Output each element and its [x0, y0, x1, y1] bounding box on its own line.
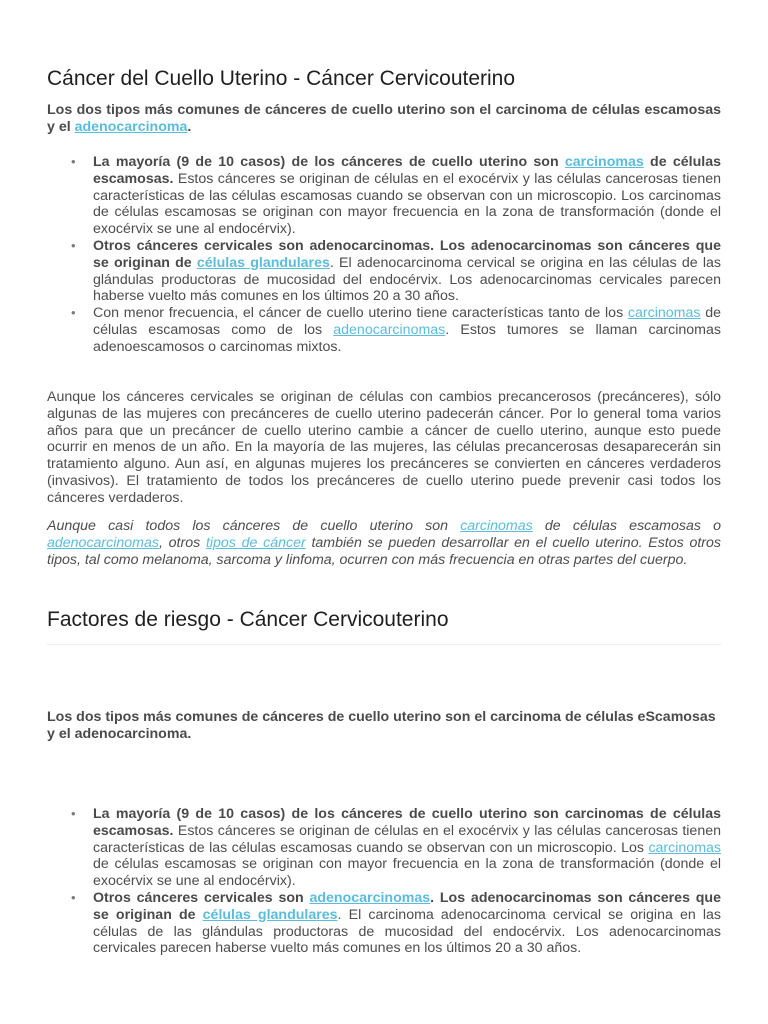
- link-adenocarcinomas[interactable]: adenocarcinomas: [47, 534, 159, 551]
- bullet-bold: de células escamosas.: [93, 154, 721, 187]
- bullet-text: . El carcinoma adenocarcinoma cervical se origina en las células de las glándulas productoras de mucosidad del endocérvix. Los adenocarcinomas cervicales parecen haberse vuelto más comunes en los últimos 20 a 30 años.: [93, 906, 722, 957]
- list-item: [47, 806, 721, 890]
- bullet-text: Estos cánceres se originan de células en el exocérvix y las células cancerosas tienen características de las células escamosas cuando se observan con un microscopio. Los: [93, 822, 721, 856]
- bullet-text: Con menor frecuencia, el cáncer de cuello uterino tiene características tanto de los: [93, 305, 628, 322]
- bullet-icon: •: [71, 237, 76, 253]
- bullet-text: Estos cánceres se originan de células en el exocérvix y las células cancerosas tienen características de las células escamosas cuando se observan con un microscopio. Los carcinomas de células escamosas se originan con mayor frecuencia en la zona de transformación (donde el exocérvix se une al endocérvix).: [93, 170, 721, 238]
- bullet-icon: •: [71, 154, 76, 169]
- bullet-bold: La mayoría (9 de 10 casos) de los cánceres de cuello uterino son carcinomas de células escamosas.: [93, 806, 721, 839]
- note-text: de células escamosas o: [532, 518, 721, 534]
- note-text: , otros: [159, 534, 206, 551]
- link-adenocarcinoma[interactable]: adenocarcinoma: [74, 118, 188, 135]
- bullet-bold: La mayoría (9 de 10 casos) de los cánceres de cuello uterino son: [93, 154, 565, 170]
- list-item: [47, 238, 721, 305]
- link-carcinomas[interactable]: carcinomas: [564, 154, 644, 170]
- section2-intro: Los dos tipos más comunes de cánceres de cuello uterino son el carcinoma de células eScamosas y el adenocarcinoma.: [47, 709, 716, 742]
- section1-italic-note: [47, 518, 721, 568]
- link-carcinomas[interactable]: carcinomas: [627, 305, 701, 322]
- bullet-icon: •: [71, 889, 76, 905]
- note-text: también se pueden desarrollar en el cuello uterino. Estos otros tipos, tal como melanoma, sarcoma y linfoma, ocurren con más frecuencia en otras partes del cuerpo.: [47, 534, 721, 568]
- section-divider: [47, 644, 721, 645]
- link-carcinomas[interactable]: carcinomas: [460, 518, 533, 534]
- link-carcinomas[interactable]: carcinomas: [648, 839, 721, 856]
- intro-text: Los dos tipos más comunes de cánceres de cuello uterino son el carcinoma de células escamosas y el: [47, 102, 721, 135]
- section1-title: Cáncer del Cuello Uterino - Cáncer Cervicouterino: [47, 67, 516, 90]
- link-celulas-glandulares[interactable]: células glandulares: [196, 254, 330, 271]
- bullet-text: . Estos tumores se llaman carcinomas adenoescamosos o carcinomas mixtos.: [93, 321, 721, 355]
- bullet-bold: Otros cánceres cervicales son: [93, 889, 310, 906]
- intro-end: .: [187, 118, 192, 135]
- list-item: [47, 890, 721, 957]
- bullet-text: de células escamosas como de los: [93, 305, 721, 338]
- link-adenocarcinomas[interactable]: adenocarcinomas: [333, 321, 446, 338]
- bullet-icon: •: [71, 806, 76, 821]
- note-text: Aunque casi todos los cánceres de cuello uterino son: [47, 518, 461, 534]
- bullet-text: . El adenocarcinoma cervical se origina en las células de las glándulas productoras de mucosidad del endocérvix. Los adenocarcinomas cervicales parecen haberse vuelto más comunes en los últimos 20 a 30 años.: [93, 254, 721, 305]
- bullet-text: de células escamosas se originan con mayor frecuencia en la zona de transformación (donde el exocérvix se une al endocérvix).: [93, 856, 721, 890]
- link-celulas-glandulares[interactable]: células glandulares: [202, 906, 338, 923]
- section1-bullet-list: [47, 154, 721, 356]
- bullet-bold: Otros cánceres cervicales son adenocarcinomas. Los adenocarcinomas son cánceres que se originan de: [93, 237, 721, 271]
- section1-intro: [47, 102, 721, 136]
- list-item: [47, 305, 721, 355]
- section1-paragraph: Aunque los cánceres cervicales se originan de células con cambios precancerosos (precánceres), sólo algunas de las mujeres con precánceres de cuello uterino padecerán cáncer. Por lo general toma varios años para que un precáncer de cuello uterino cambie a cáncer de cuello uterino, aunque esto puede ocurrir en menos de un año. En la mayoría de las mujeres, las células precancerosas desaparecerán sin tratamiento alguno. Aun así, en algunas mujeres los precánceres se convierten en cánceres verdaderos (invasivos). El tratamiento de todos los precánceres de cuello uterino puede prevenir casi todos los cánceres verdaderos.: [47, 389, 721, 506]
- bullet-bold: . Los adenocarcinomas son cánceres que se originan de: [93, 889, 721, 923]
- list-item: [47, 154, 721, 238]
- link-adenocarcinomas[interactable]: adenocarcinomas: [309, 889, 431, 906]
- link-tipos-de-cancer[interactable]: tipos de cáncer: [205, 534, 306, 551]
- section2-title: Factores de riesgo - Cáncer Cervicouterino: [47, 608, 449, 631]
- section2-bullet-list: [47, 806, 721, 957]
- bullet-icon: •: [71, 305, 76, 321]
